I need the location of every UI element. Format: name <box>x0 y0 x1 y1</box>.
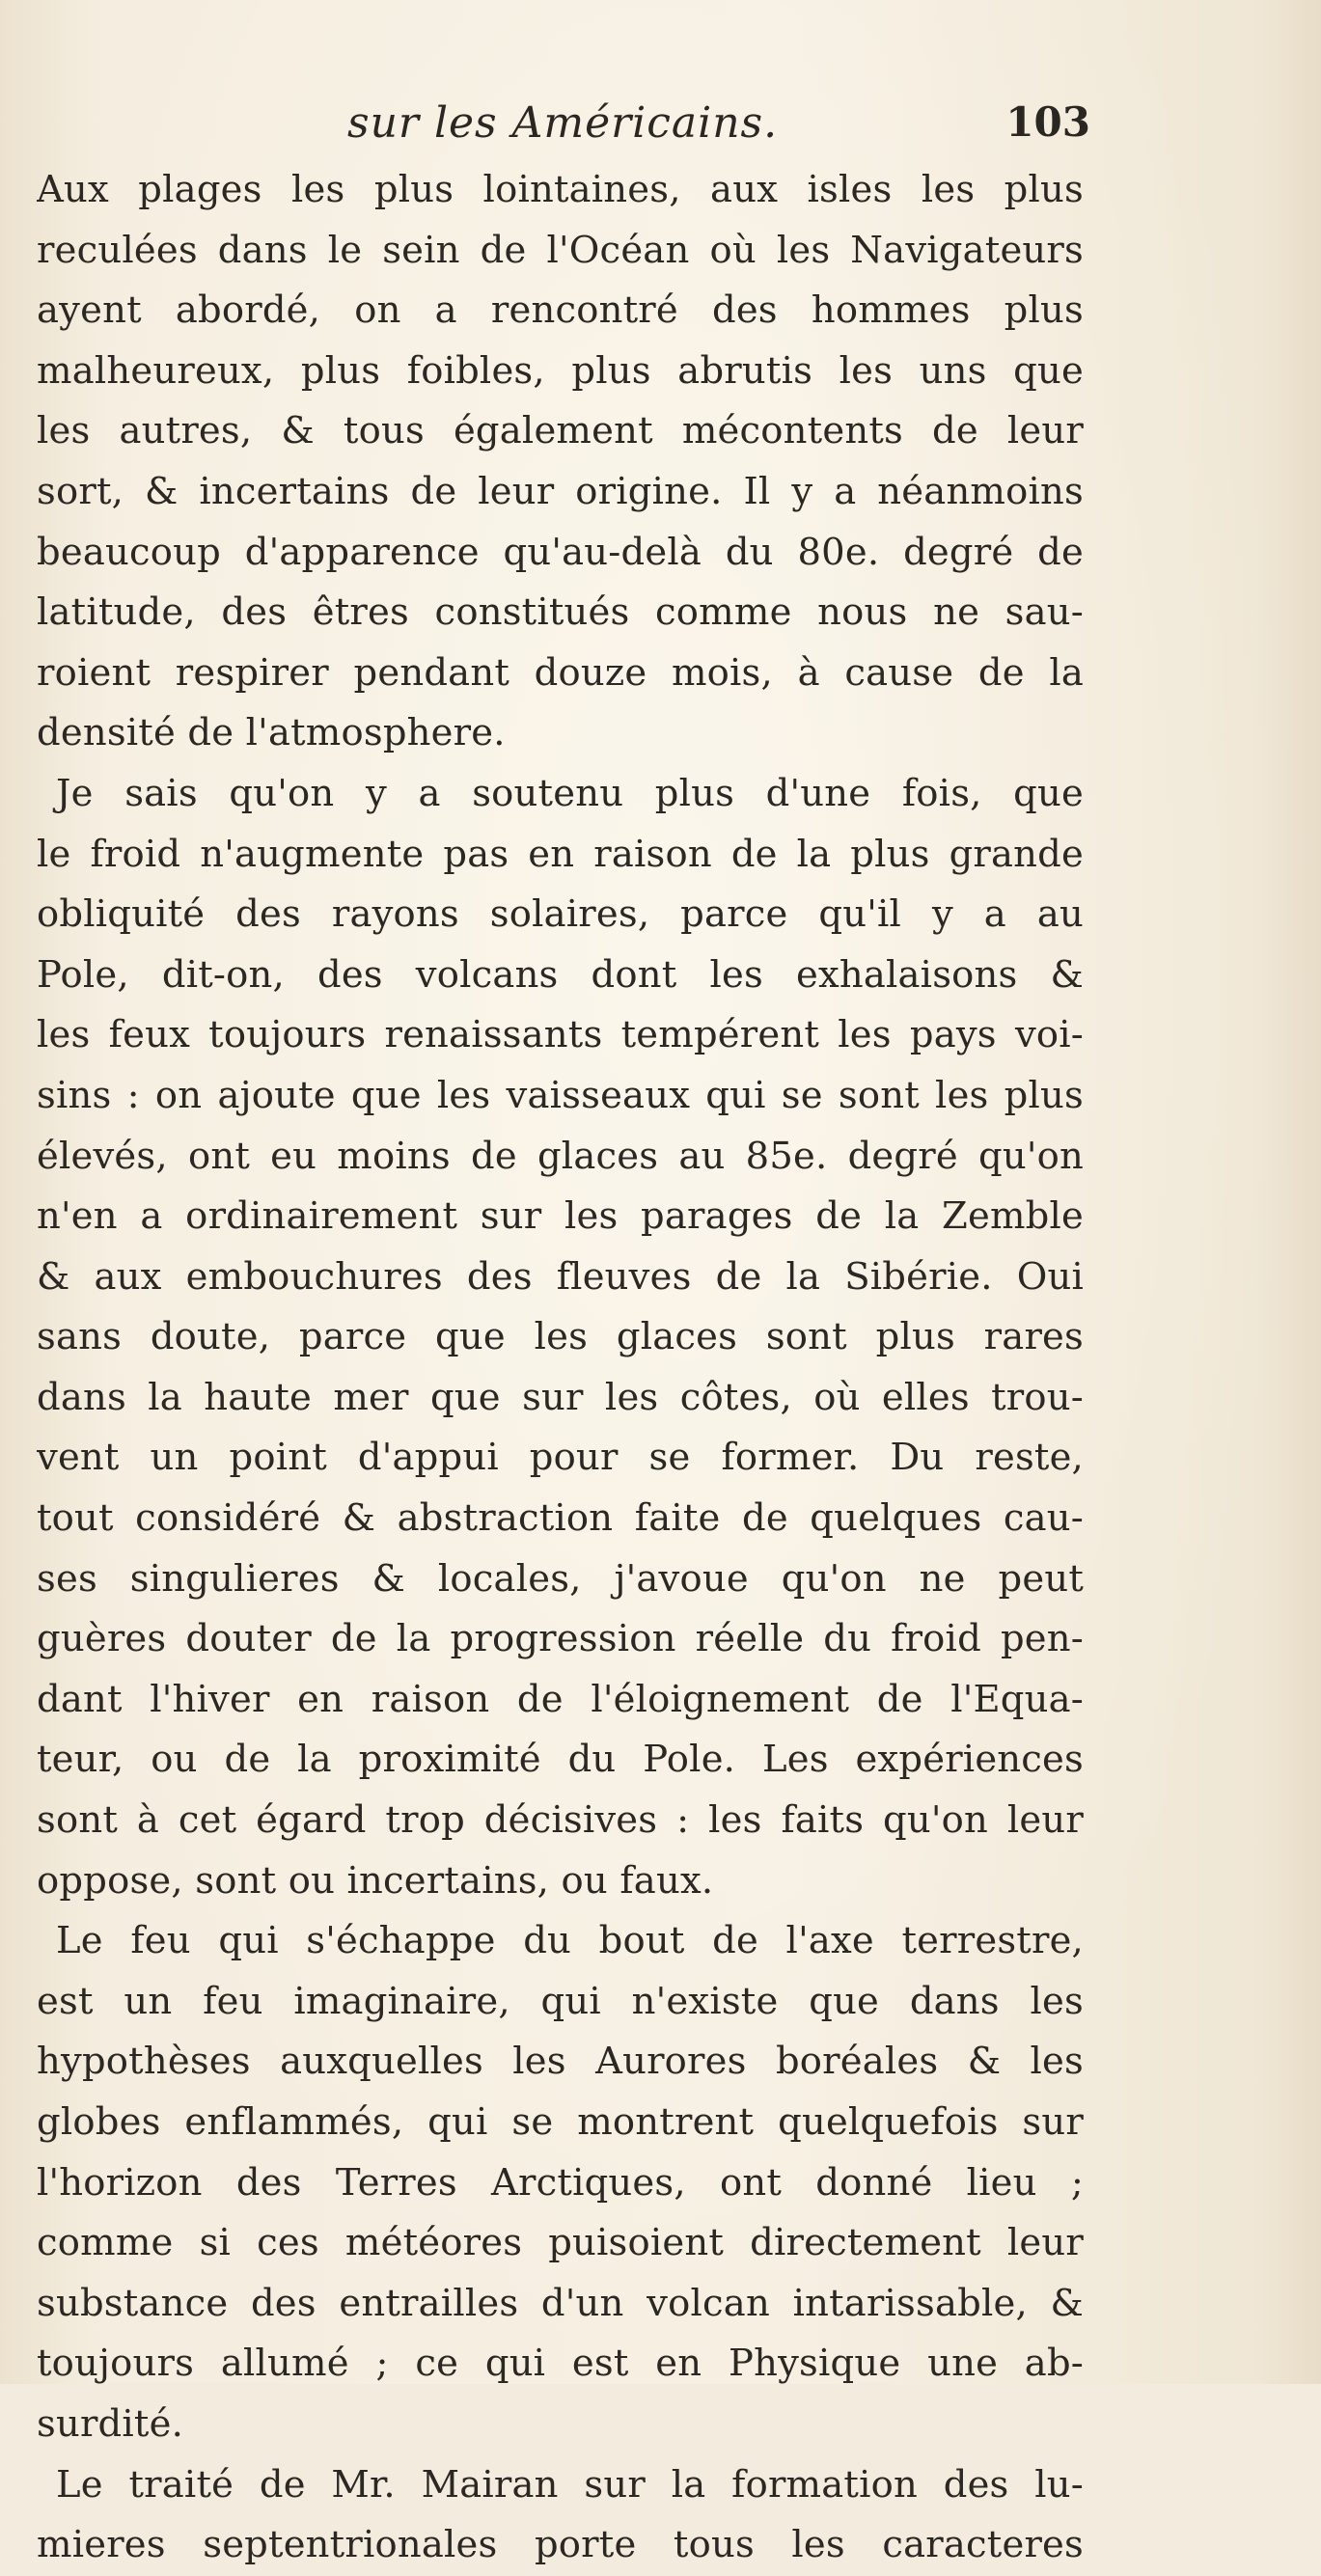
text-line: n'en a ordinairement sur les parages de la Zemble <box>37 1194 1084 1239</box>
text-line: & aux embouchures des fleuves de la Sibérie. Oui <box>37 1254 1084 1299</box>
text-line: globes enflammés, qui se montrent quelquefois sur <box>37 2100 1084 2144</box>
text-line: Aux plages les plus lointaines, aux isles les plus <box>37 168 1084 211</box>
text-line: Le traité de Mr. Mairan sur la formation des lu- <box>56 2462 1084 2507</box>
text-line: toujours allumé ; ce qui est en Physique une ab- <box>37 2342 1084 2386</box>
text-line: vent un point d'appui pour se former. Du reste, <box>37 1436 1084 1480</box>
text-line: teur, ou de la proximité du Pole. Les expériences <box>37 1738 1084 1782</box>
page-edge-shadow <box>1253 0 1321 2384</box>
text-line: oppose, sont ou incertains, ou faux. <box>37 1858 714 1903</box>
running-head <box>347 98 1090 156</box>
text-line: les feux toujours renaissants tempérent les pays voi- <box>37 1013 1084 1057</box>
text-line: l'horizon des Terres Arctiques, ont donné lieu ; <box>37 2160 1084 2205</box>
text-line: dans la haute mer que sur les côtes, où elles trou- <box>37 1375 1084 1419</box>
text-line: Pole, dit-on, des volcans dont les exhalaisons & <box>37 952 1084 997</box>
text-line: surdité. <box>37 2401 184 2446</box>
text-line: Le feu qui s'échappe du bout de l'axe terrestre, <box>56 1919 1084 1963</box>
text-line: densité de l'atmosphere. <box>37 711 506 755</box>
text-line: beaucoup d'apparence qu'au-delà du 80e. degré de <box>37 530 1084 574</box>
running-head-title: sur les Américains. <box>347 98 779 148</box>
page-number: 103 <box>1005 98 1090 146</box>
text-line: roient respirer pendant douze mois, à cause de la <box>37 650 1084 695</box>
text-line: mieres septentrionales porte tous les caracteres <box>37 2523 1084 2567</box>
text-line: obliquité des rayons solaires, parce qu'il y a au <box>37 892 1084 937</box>
text-line: les autres, & tous également mécontents de leur <box>37 409 1084 453</box>
text-line: substance des entrailles d'un volcan intarissable, & <box>37 2281 1084 2325</box>
text-line: guères douter de la progression réelle du froid pen- <box>37 1617 1084 1661</box>
text-line: ses singulieres & locales, j'avoue qu'on ne peut <box>37 1556 1084 1601</box>
body-text <box>37 160 1084 2576</box>
text-line: sins : on ajoute que les vaisseaux qui se sont les plus <box>37 1073 1084 1117</box>
text-line: comme si ces météores puisoient directement leur <box>37 2221 1084 2265</box>
text-line: le froid n'augmente pas en raison de la plus grande <box>37 832 1084 876</box>
text-line: sans doute, parce que les glaces sont plus rares <box>37 1315 1084 1359</box>
text-line: hypothèses auxquelles les Aurores boréales & les <box>37 2040 1084 2084</box>
text-line: sont à cet égard trop décisives : les faits qu'on leur <box>37 1798 1084 1843</box>
text-line: ayent abordé, on a rencontré des hommes plus <box>37 288 1084 333</box>
text-line: dant l'hiver en raison de l'éloignement de l'Equa- <box>37 1677 1084 1721</box>
text-line: élevés, ont eu moins de glaces au 85e. degré qu'on <box>37 1134 1084 1178</box>
text-line: Je sais qu'on y a soutenu plus d'une fois, que <box>56 771 1084 815</box>
text-line: est un feu imaginaire, qui n'existe que dans les <box>37 1979 1084 2023</box>
text-line: tout considéré & abstraction faite de quelques cau- <box>37 1496 1084 1541</box>
text-line: reculées dans le sein de l'Océan où les Navigateurs <box>37 228 1084 272</box>
text-line: malheureux, plus foibles, plus abrutis les uns que <box>37 348 1084 393</box>
text-line: sort, & incertains de leur origine. Il y a néanmoins <box>37 469 1084 513</box>
text-line: latitude, des êtres constitués comme nous ne sau- <box>37 590 1084 635</box>
